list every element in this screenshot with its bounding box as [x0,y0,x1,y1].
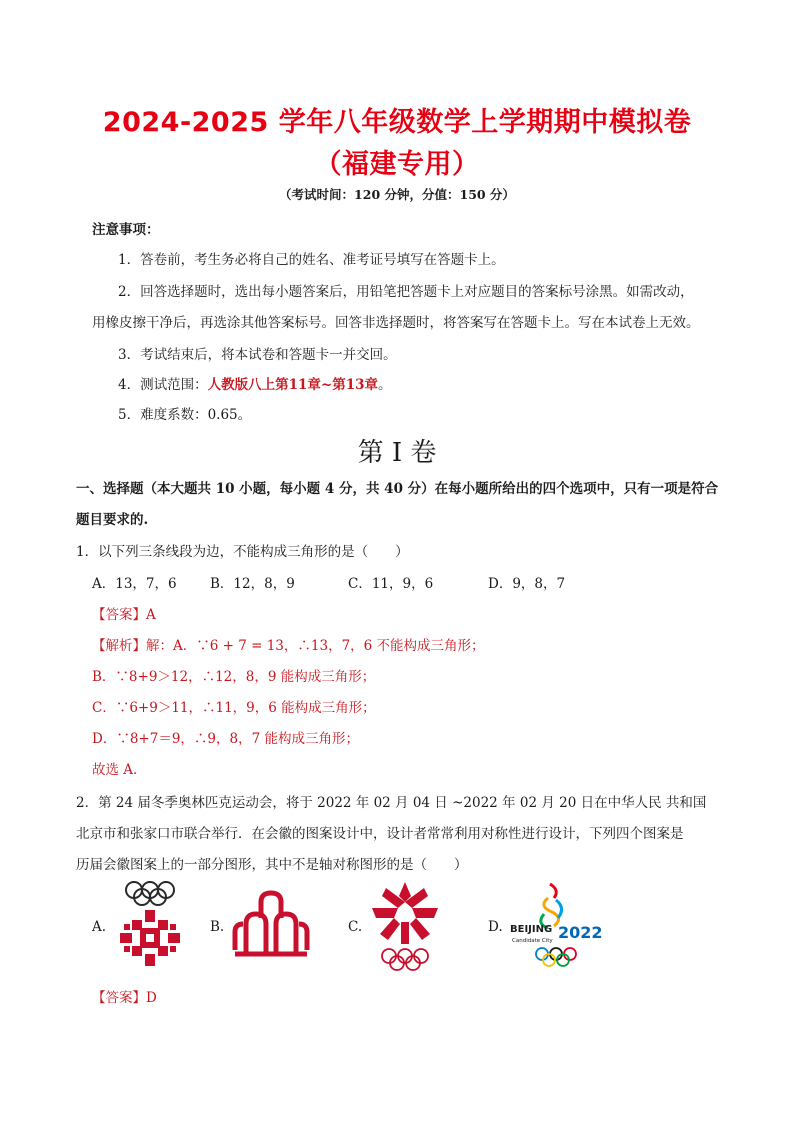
q1-option-c: C．11，9，6 [348,576,434,592]
q2-answer: 【答案】D [92,990,157,1006]
q2-stem: 2．第 24 届冬季奥林匹克运动会，将于 2022 年 02 月 04 日 ~2022 年 02 月 20 日在中华人民 共和国 [76,795,707,811]
q1-analysis: B．∵8+9＞12，∴12，8，9 能构成三角形； [92,669,376,685]
q1-analysis: C．∵6+9＞11，∴11，9，6 能构成三角形； [92,700,376,716]
q2-stem: 历届会徽图案上的一部分图形，其中不是轴对称图形的是（ ） [76,857,468,873]
scope-end: 。 [377,377,392,393]
q2-option-a-label: A. [92,919,107,935]
exam-title: 2024-2025 学年八年级数学上学期期中模拟卷 [102,107,692,138]
note-item: 3．考试结束后，将本试卷和答题卡一并交回。 [118,347,397,363]
q1-option-b: B．12，8，9 [210,576,295,592]
note-item: 1．答卷前，考生务必将自己的姓名、准考证号填写在答题卡上。 [118,252,505,268]
notes-heading: 注意事项： [92,222,160,238]
exam-subtitle: （福建专用） [314,149,480,180]
note-item: 用橡皮擦干净后，再选涂其他答案标号。回答非选择题时，将答案写在答题卡上。写在本试卷上无效。 [92,315,700,331]
section-intro: 题目要求的. [76,512,149,528]
q2-option-c-label: C. [348,919,363,935]
q1-analysis: 【解析】解：A．∵6 + 7 = 13，∴13，7，6 不能构成三角形； [92,638,485,654]
scope-value: 人教版八上第11章~第13章 [207,377,378,393]
q1-option-a: A．13，7，6 [92,576,177,592]
q1-analysis: 故选 A． [92,762,147,778]
sarajevo-logo [110,880,190,972]
q2-stem: 北京市和张家口市联合举行．在会徽的图案设计中，设计者常常利用对称性进行设计，下列四个图案是 [76,826,684,842]
calgary-snowflake-logo [368,878,442,974]
beijing-text: BEIJING [510,924,553,935]
q1-stem: 1．以下列三条线段为边，不能构成三角形的是（ ） [76,544,409,560]
note-difficulty: 5．难度系数：0.65。 [118,407,252,423]
calgary-logo [230,888,312,958]
beijing-sub: Candidate City [512,938,553,944]
q2-option-b-label: B. [210,919,225,935]
q1-answer: 【答案】A [92,607,156,623]
beijing-2022-logo [508,880,604,972]
q1-analysis: D．∵8+7＝9，∴9，8，7 能构成三角形； [92,731,359,747]
exam-info: （考试时间：120 分钟，分值：150 分） [279,187,515,202]
beijing-year: 2022 [558,923,603,942]
scope-label: 4．测试范围： [118,377,208,393]
q2-option-d-label: D. [488,919,503,935]
section-intro: 一、选择题（本大题共 10 小题，每小题 4 分，共 40 分）在每小题所给出的四个选项中，只有一项是符合 [76,481,719,497]
note-item: 2．回答选择题时，选出每小题答案后，用铅笔把答题卡上对应题目的答案标号涂黑。如需改动， [118,284,694,300]
section-title: 第 I 卷 [357,438,437,468]
q1-option-d: D．9，8，7 [488,576,566,592]
note-scope [118,373,391,393]
